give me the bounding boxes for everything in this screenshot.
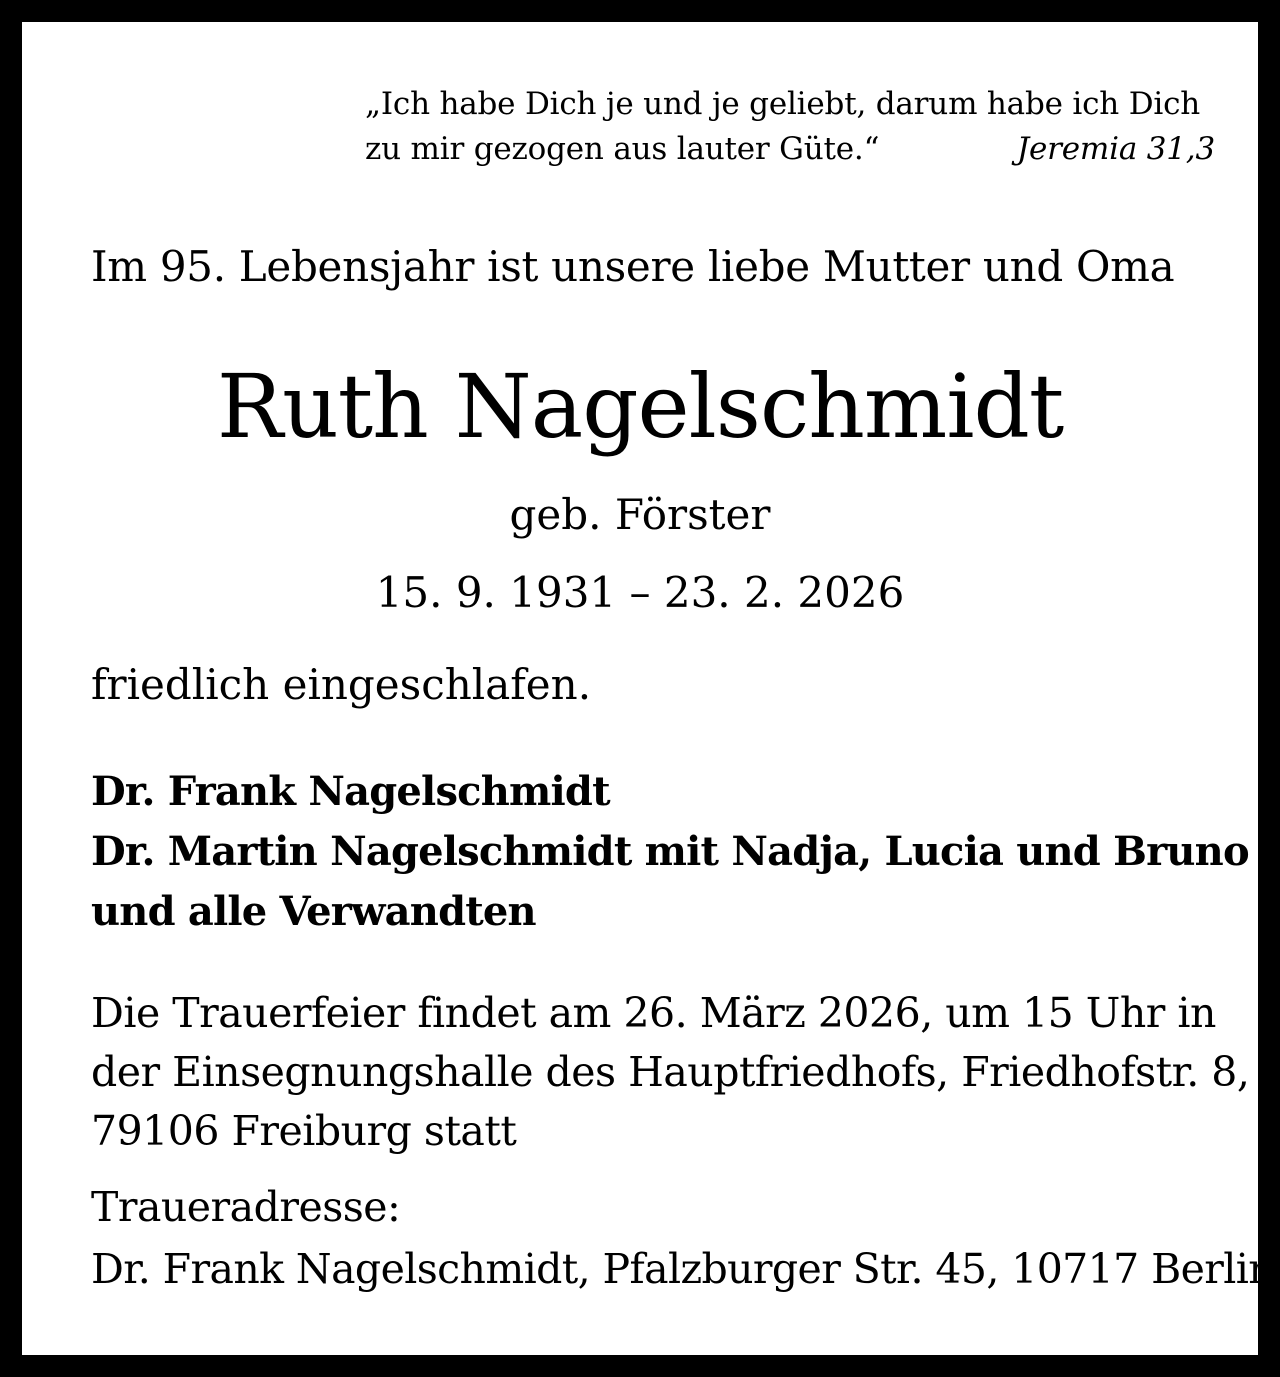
obituary-notice [22, 22, 1275, 1355]
ceremony-line: 79106 Freiburg statt [91, 1107, 517, 1155]
deceased-name: Ruth Nagelschmidt [216, 355, 1064, 458]
mourner-line: Dr. Frank Nagelschmidt [91, 768, 610, 815]
mourner-line: und alle Verwandten [91, 888, 536, 935]
bible-quote [365, 82, 1215, 172]
birth-name: geb. Förster [509, 490, 771, 539]
life-dates: 15. 9. 1931 – 23. 2. 2026 [375, 568, 905, 617]
quote-reference: Jeremia 31,3 [1016, 131, 1215, 167]
ceremony-line: der Einsegnungshalle des Hauptfriedhofs, Friedhofstr. 8, [91, 1048, 1250, 1096]
mourning-address: Dr. Frank Nagelschmidt, Pfalzburger Str. 45, 10717 Berlin [91, 1245, 1275, 1293]
intro-text: Im 95. Lebensjahr ist unsere liebe Mutter und Oma [91, 242, 1175, 291]
ceremony-line: Die Trauerfeier findet am 26. März 2026, um 15 Uhr in [91, 989, 1216, 1037]
closing-text: friedlich eingeschlafen. [91, 660, 592, 709]
mourners-list [91, 762, 1249, 942]
ceremony-info [91, 984, 1249, 1161]
address-label: Traueradresse: [91, 1183, 401, 1231]
quote-line-2-row [365, 127, 1215, 172]
quote-line-2: zu mir gezogen aus lauter Güte.“ [365, 131, 880, 167]
mourner-line: Dr. Martin Nagelschmidt mit Nadja, Lucia und Bruno [91, 828, 1249, 875]
quote-line-1: „Ich habe Dich je und je geliebt, darum habe ich Dich [365, 86, 1200, 122]
